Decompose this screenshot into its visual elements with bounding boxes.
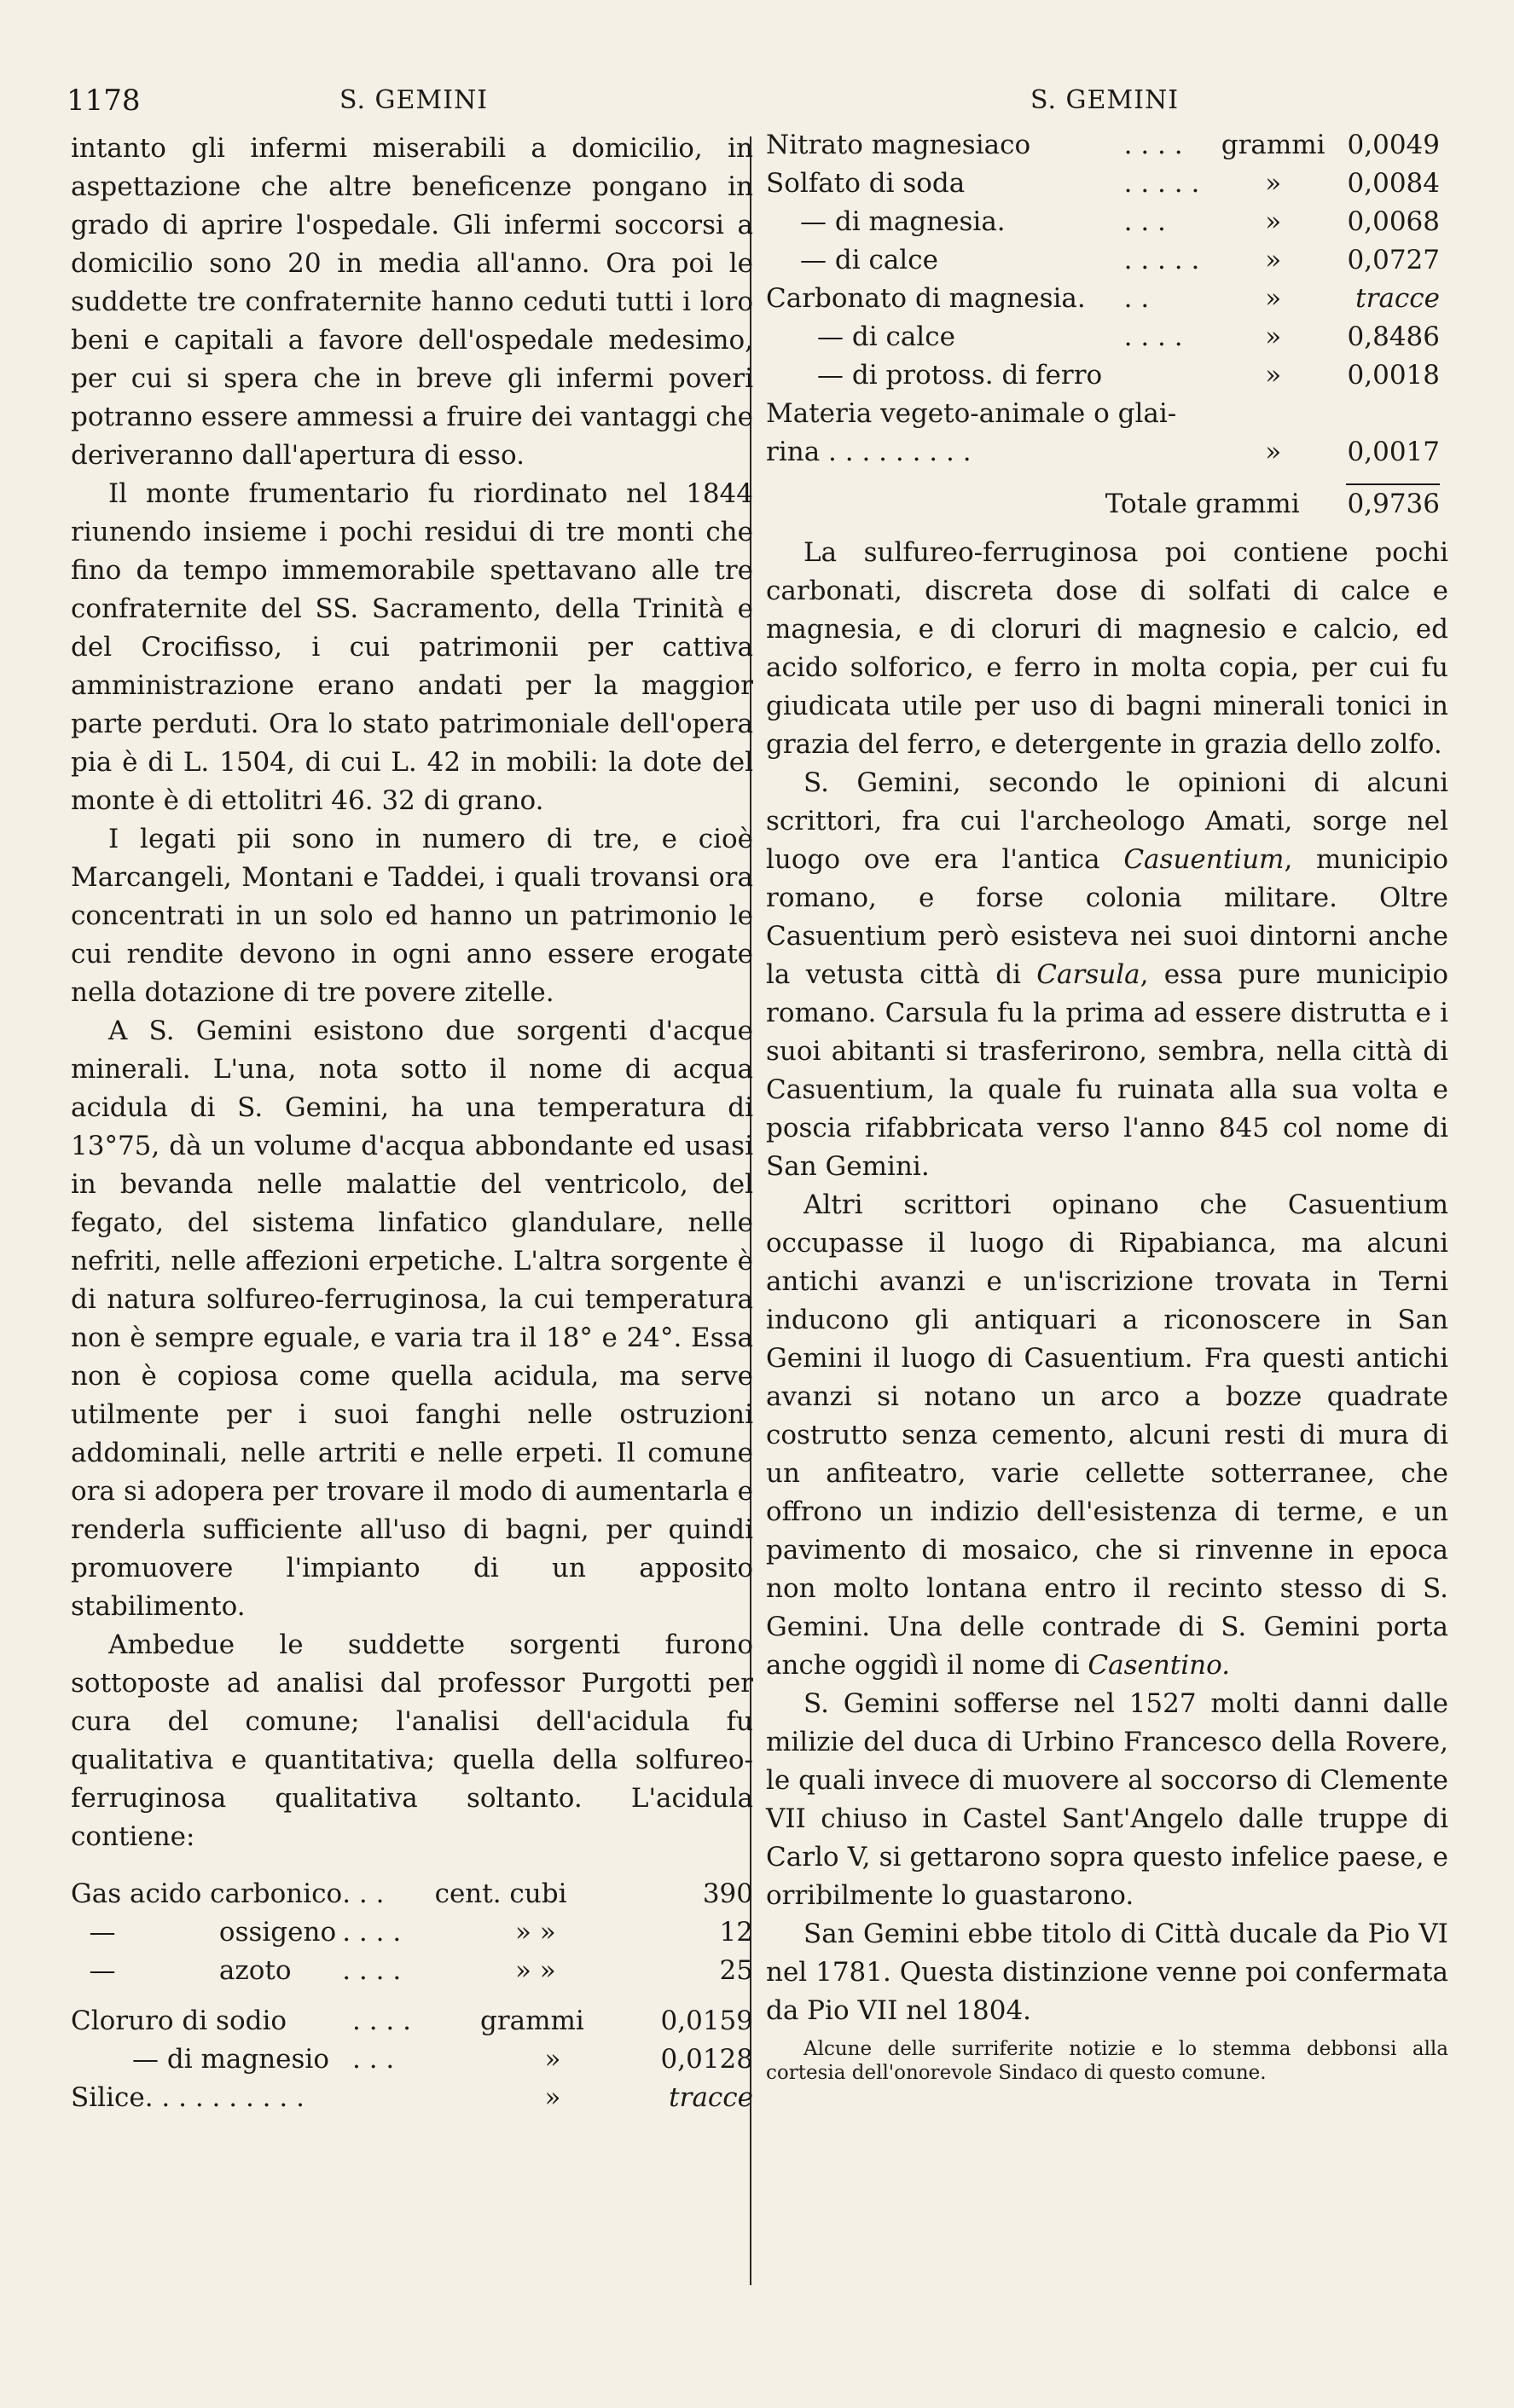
cell-name: — di magnesio <box>132 2044 329 2075</box>
cell-name: Materia vegeto-animale o glai- <box>766 398 1177 429</box>
cell-unit: » <box>1265 360 1282 391</box>
paragraph: I legati pii sono in numero di tre, e cioè Marcangeli, Montani e Taddei, i quali trovansi ora concentrati in un solo ed hanno un patrimonio le cui rendite devono in ogni anno essere erogate nella dotazione di tre povere zitelle. <box>71 824 753 1008</box>
cell-value: 25 <box>719 1955 753 1986</box>
cell-dots: . . . . <box>352 2006 411 2036</box>
cell-dots: . . <box>1123 283 1150 314</box>
paragraph: Il monte frumentario fu riordinato nel 1844 riunendo insieme i pochi residui di tre monti che fino da tempo immemorabile spettavano alle tre confraternite del SS. Sacramento, della Trinità e del Crocifisso, i cui patrimonii per cattiva amministrazione erano andati per la maggior parte perduti. Ora lo stato patrimoniale dell'opera pia è di L. 1504, di cui L. 42 in mobili: la dote del monte è di ettolitri 46. 32 di grano. <box>71 478 753 816</box>
left-column <box>71 130 753 2117</box>
paragraph: S. Gemini, secondo le opinioni di alcuni scrittori, fra cui l'archeologo Amati, sorge nel luogo ove era l'antica Casuentium, municipio romano, e forse colonia militare. Oltre Casuentium però esisteva nei suoi dintorni anche la vetusta città di Carsula, essa pure municipio romano. Carsula fu la prima ad essere distrutta e i suoi abitanti si trasferirono, sembra, nella città di Casuentium, la quale fu ruinata alla sua volta e poscia rifabbricata verso l'anno 845 col nome di San Gemini. <box>766 767 1448 1182</box>
cell-dash: — <box>89 1955 116 1986</box>
gas-table <box>71 1875 753 1990</box>
cell-value: 0,0159 <box>660 2006 753 2036</box>
cell-dots: . . . . <box>1123 130 1183 160</box>
cell-unit: grammi <box>480 2006 584 2036</box>
cell-unit: » » <box>514 1917 556 1948</box>
cell-value: tracce <box>669 2082 753 2113</box>
cell-name: rina . . . . . . . . . <box>766 437 972 467</box>
cell-dots: . . . . . <box>1123 168 1200 199</box>
cell-value: 0,0017 <box>1347 437 1440 467</box>
table-row <box>766 433 1440 472</box>
paragraph: La sulfureo-ferruginosa poi contiene pochi carbonati, discreta dose di solfati di calce e magnesia, e di cloruri di magnesio e calcio, ed acido solforico, e ferro in molta copia, per cui fu giudicata utile per uso di bagni minerali tonici in grazia del ferro, e detergente in grazia dello zolfo. <box>766 537 1448 760</box>
cell-name: azoto <box>218 1955 292 1986</box>
italic-term: Casuentium <box>1123 844 1285 875</box>
cell-name: — di calce <box>817 321 955 352</box>
cell-value: 0,0727 <box>1347 245 1440 275</box>
table-row <box>71 2040 753 2079</box>
table-row <box>766 318 1440 356</box>
footnote: Alcune delle surriferite notizie e lo stemma debbonsi alla cortesia dell'onorevole Sindaco di questo comune. <box>766 2038 1448 2084</box>
cell-dots: . . . . <box>342 1955 402 1986</box>
cell-dots: . . . . . <box>1123 245 1200 275</box>
cell-value: 0,8486 <box>1347 321 1440 352</box>
cell-unit: » <box>1265 245 1282 275</box>
running-head-right: S. GEMINI <box>1030 85 1180 115</box>
cell-unit: » » <box>514 1955 556 1986</box>
italic-term: Casentino. <box>1088 1650 1231 1681</box>
paragraph: intanto gli infermi miserabili a domicilio, in aspettazione che altre beneficenze pongano in grado di aprire l'ospedale. Gli infermi soccorsi a domicilio sono 20 in media all'anno. Ora poi le suddette tre confraternite hanno ceduti tutti i loro beni e capitali a favore dell'ospedale medesimo, per cui si spera che in breve gli infermi poveri potranno essere ammessi a fruire dei vantaggi che deriveranno dall'apertura di esso. <box>71 133 753 471</box>
composition-table <box>766 126 1440 524</box>
cell-unit: » <box>1265 168 1282 199</box>
cell-unit: grammi <box>1221 130 1325 160</box>
cell-unit: » <box>544 2082 561 2113</box>
table-row <box>71 1952 753 1990</box>
cell-unit: » <box>544 2044 561 2075</box>
table-row <box>71 2002 753 2040</box>
cell-name: Silice. . . . . . . . . . <box>71 2082 305 2113</box>
cell-name: Nitrato magnesiaco <box>766 130 1031 160</box>
cell-value: 0,0068 <box>1347 206 1440 237</box>
cell-dots: . . . . <box>342 1917 402 1948</box>
table-row <box>766 395 1440 433</box>
cell-name: ossigeno <box>218 1917 337 1948</box>
total-label: Totale grammi <box>1105 489 1300 519</box>
table-row <box>766 241 1440 280</box>
cell-dots: . . . <box>1123 206 1166 237</box>
table-row <box>71 1875 753 1913</box>
total-row <box>766 485 1440 524</box>
cell-unit: » <box>1265 437 1282 467</box>
cell-name: Carbonato di magnesia. <box>766 283 1086 314</box>
cell-value: 0,0018 <box>1347 360 1440 391</box>
cell-name: — di magnesia. <box>800 206 1006 237</box>
table-row <box>766 126 1440 165</box>
paragraph: A S. Gemini esistono due sorgenti d'acque minerali. L'una, nota sotto il nome di acqua acidula di S. Gemini, ha una temperatura di 13°75, dà un volume d'acqua abbondante ed usasi in bevanda nelle malattie del ventricolo, del fegato, del sistema linfatico glandulare, nelle nefriti, nelle affezioni erpetiche. L'altra sorgente è di natura solfureo-ferruginosa, la cui temperatura non è sempre eguale, e varia tra il 18° e 24°. Essa non è copiosa come quella acidula, ma serve utilmente per i suoi fanghi nelle ostruzioni addominali, nelle artriti e nelle erpeti. Il comune ora si adopera per trovare il modo di aumentarla e renderla sufficiente all'uso di bagni, per quindi promuovere l'impianto di un apposito stabilimento. <box>71 1016 753 1622</box>
total-value: 0,9736 <box>1347 489 1440 519</box>
cell-unit: » <box>1265 283 1282 314</box>
cell-value: 0,0084 <box>1347 168 1440 199</box>
cell-dots: . . . . <box>1123 321 1183 352</box>
paragraph: San Gemini ebbe titolo di Città ducale da Pio VI nel 1781. Questa distinzione venne poi confermata da Pio VII nel 1804. <box>766 1919 1448 2026</box>
cell-name: Cloruro di sodio <box>71 2006 287 2036</box>
page-number: 1178 <box>67 84 141 118</box>
table-row <box>71 2079 753 2117</box>
total-rule-row <box>766 472 1440 485</box>
table-row <box>766 165 1440 203</box>
cell-name: — di protoss. di ferro <box>817 360 1103 391</box>
cell-value: tracce <box>1355 283 1440 314</box>
cell-name: Solfato di soda <box>766 168 966 199</box>
cell-name: — di calce <box>800 245 938 275</box>
cell-value: 390 <box>702 1878 753 1909</box>
cell-unit: » <box>1265 321 1282 352</box>
cell-name: Gas acido carbonico <box>71 1878 343 1909</box>
table-row <box>71 1913 753 1952</box>
cell-dots: . . . <box>342 1878 385 1909</box>
paragraph: Ambedue le suddette sorgenti furono sottoposte ad analisi dal professor Purgotti per cura del comune; l'analisi dell'acidula fu qualitativa e quantitativa; quella della solfureo-ferruginosa qualitativa soltanto. L'acidula contiene: <box>71 1629 753 1852</box>
cell-value: 12 <box>719 1917 753 1948</box>
table-row <box>766 203 1440 241</box>
right-column <box>766 126 1448 2085</box>
running-head-left: S. GEMINI <box>339 85 489 115</box>
table-row <box>766 280 1440 318</box>
salt-table <box>71 2002 753 2117</box>
cell-dots: . . . <box>352 2044 395 2075</box>
table-row <box>766 356 1440 395</box>
paragraph: Altri scrittori opinano che Casuentium occupasse il luogo di Ripabianca, ma alcuni antichi avanzi e un'iscrizione trovata in Terni inducono gli antiquari a riconoscere in San Gemini il luogo di Casuentium. Fra questi antichi avanzi si notano un arco a bozze quadrate costrutto senza cemento, alcuni resti di mura di un anfiteatro, varie cellette sotterranee, che offrono un indizio dell'esistenza di terme, e un pavimento di mosaico, che si rinvenne in epoca non molto lontana entro il recinto stesso di S. Gemini. Una delle contrade di S. Gemini porta anche oggidì il nome di Casentino. <box>766 1190 1448 1681</box>
paragraph: S. Gemini sofferse nel 1527 molti danni dalle milizie del duca di Urbino Francesco della Rovere, le quali invece di muovere al soccorso di Clemente VII chiuso in Castel Sant'Angelo dalle truppe di Carlo V, si gettarono sopra questo infelice paese, e orribilmente lo guastarono. <box>766 1688 1448 1911</box>
italic-term: Carsula <box>1036 959 1140 990</box>
cell-unit: cent. cubi <box>434 1878 567 1909</box>
cell-unit: » <box>1265 206 1282 237</box>
cell-value: 0,0128 <box>660 2044 753 2075</box>
cell-dash: — <box>89 1917 116 1948</box>
cell-value: 0,0049 <box>1347 130 1440 160</box>
